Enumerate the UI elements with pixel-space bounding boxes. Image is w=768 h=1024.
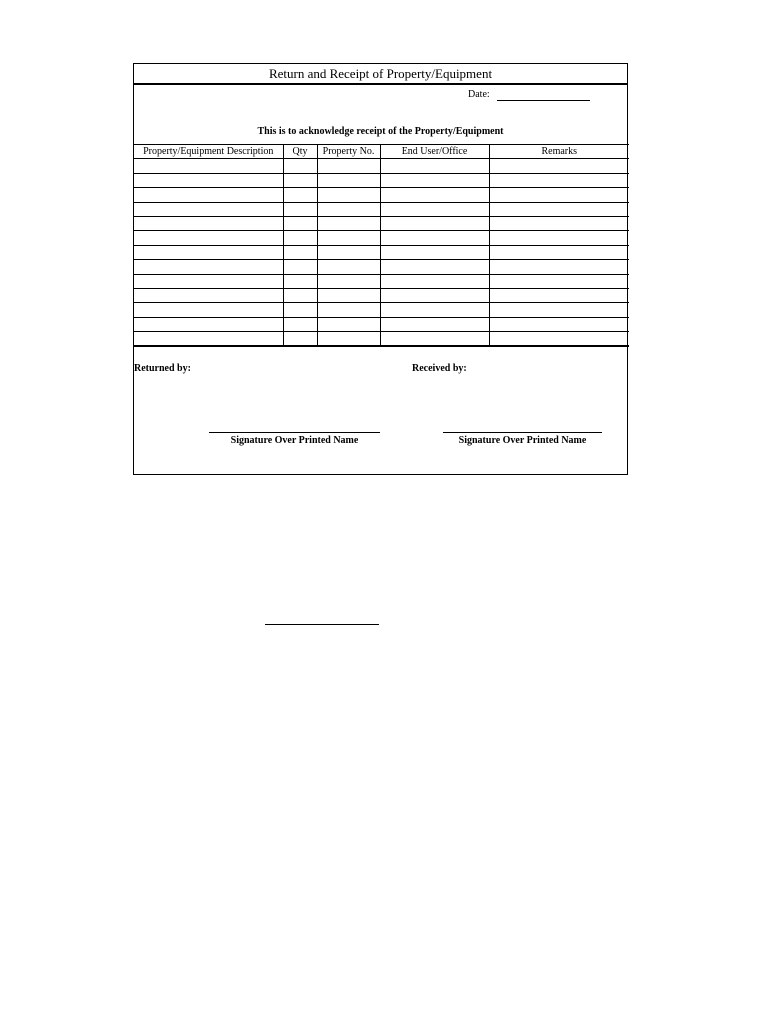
- cell-end-user-office[interactable]: [380, 260, 489, 274]
- property-receipt-form: [133, 63, 628, 475]
- table-row: [134, 288, 629, 302]
- table-row: [134, 260, 629, 274]
- cell-qty[interactable]: [283, 245, 317, 259]
- cell-qty[interactable]: [283, 274, 317, 288]
- cell-end-user-office[interactable]: [380, 317, 489, 331]
- cell-end-user-office[interactable]: [380, 274, 489, 288]
- cell-description[interactable]: [134, 245, 283, 259]
- received-by-signature-line[interactable]: [443, 432, 602, 433]
- cell-description[interactable]: [134, 188, 283, 202]
- cell-end-user-office[interactable]: [380, 202, 489, 216]
- column-header-property-no: Property No.: [317, 145, 380, 159]
- cell-description[interactable]: [134, 202, 283, 216]
- cell-property-no[interactable]: [317, 188, 380, 202]
- items-table-body: [134, 159, 629, 347]
- cell-qty[interactable]: [283, 188, 317, 202]
- cell-qty[interactable]: [283, 317, 317, 331]
- received-by-signature-caption: Signature Over Printed Name: [458, 435, 587, 446]
- table-row: [134, 274, 629, 288]
- returned-by-label: Returned by:: [134, 363, 191, 374]
- cell-property-no[interactable]: [317, 159, 380, 173]
- column-header-end-user-office: End User/Office: [380, 145, 489, 159]
- cell-remarks[interactable]: [489, 173, 629, 187]
- cell-qty[interactable]: [283, 288, 317, 302]
- cell-property-no[interactable]: [317, 332, 380, 347]
- table-row: [134, 173, 629, 187]
- table-row: [134, 216, 629, 230]
- cell-description[interactable]: [134, 332, 283, 347]
- table-row: [134, 159, 629, 173]
- cell-remarks[interactable]: [489, 317, 629, 331]
- cell-remarks[interactable]: [489, 332, 629, 347]
- cell-property-no[interactable]: [317, 288, 380, 302]
- cell-end-user-office[interactable]: [380, 288, 489, 302]
- cell-qty[interactable]: [283, 332, 317, 347]
- cell-end-user-office[interactable]: [380, 303, 489, 317]
- cell-description[interactable]: [134, 288, 283, 302]
- cell-qty[interactable]: [283, 159, 317, 173]
- cell-property-no[interactable]: [317, 216, 380, 230]
- column-header-qty: Qty: [283, 145, 317, 159]
- cell-description[interactable]: [134, 159, 283, 173]
- returned-by-signature-line[interactable]: [209, 432, 380, 433]
- form-title: Return and Receipt of Property/Equipment: [134, 64, 627, 85]
- cell-remarks[interactable]: [489, 159, 629, 173]
- cell-description[interactable]: [134, 231, 283, 245]
- table-row: [134, 245, 629, 259]
- table-row: [134, 231, 629, 245]
- cell-property-no[interactable]: [317, 274, 380, 288]
- cell-end-user-office[interactable]: [380, 245, 489, 259]
- cell-qty[interactable]: [283, 303, 317, 317]
- cell-remarks[interactable]: [489, 288, 629, 302]
- cell-end-user-office[interactable]: [380, 231, 489, 245]
- cell-remarks[interactable]: [489, 216, 629, 230]
- table-row: [134, 188, 629, 202]
- cell-property-no[interactable]: [317, 260, 380, 274]
- cell-qty[interactable]: [283, 173, 317, 187]
- received-by-label: Received by:: [412, 363, 467, 374]
- cell-qty[interactable]: [283, 216, 317, 230]
- blank-line: [265, 624, 379, 625]
- cell-remarks[interactable]: [489, 231, 629, 245]
- cell-description[interactable]: [134, 216, 283, 230]
- cell-end-user-office[interactable]: [380, 216, 489, 230]
- cell-description[interactable]: [134, 173, 283, 187]
- cell-remarks[interactable]: [489, 202, 629, 216]
- cell-description[interactable]: [134, 260, 283, 274]
- column-header-description: Property/Equipment Description: [134, 145, 283, 159]
- cell-remarks[interactable]: [489, 274, 629, 288]
- column-header-remarks: Remarks: [489, 145, 629, 159]
- cell-qty[interactable]: [283, 231, 317, 245]
- cell-description[interactable]: [134, 274, 283, 288]
- cell-property-no[interactable]: [317, 303, 380, 317]
- cell-end-user-office[interactable]: [380, 332, 489, 347]
- cell-remarks[interactable]: [489, 188, 629, 202]
- returned-by-signature-caption: Signature Over Printed Name: [230, 435, 359, 446]
- cell-description[interactable]: [134, 317, 283, 331]
- table-row: [134, 332, 629, 347]
- cell-end-user-office[interactable]: [380, 159, 489, 173]
- table-row: [134, 303, 629, 317]
- cell-property-no[interactable]: [317, 317, 380, 331]
- cell-property-no[interactable]: [317, 202, 380, 216]
- cell-remarks[interactable]: [489, 260, 629, 274]
- table-row: [134, 317, 629, 331]
- cell-qty[interactable]: [283, 260, 317, 274]
- cell-end-user-office[interactable]: [380, 173, 489, 187]
- items-table: [134, 144, 629, 347]
- cell-qty[interactable]: [283, 202, 317, 216]
- cell-remarks[interactable]: [489, 303, 629, 317]
- table-row: [134, 202, 629, 216]
- cell-property-no[interactable]: [317, 231, 380, 245]
- acknowledgement-text: This is to acknowledge receipt of the Property/Equipment: [257, 126, 504, 137]
- cell-description[interactable]: [134, 303, 283, 317]
- table-header-row: [134, 145, 629, 159]
- date-label: Date:: [468, 89, 490, 100]
- cell-property-no[interactable]: [317, 245, 380, 259]
- cell-property-no[interactable]: [317, 173, 380, 187]
- date-field-line[interactable]: [497, 100, 590, 101]
- cell-remarks[interactable]: [489, 245, 629, 259]
- cell-end-user-office[interactable]: [380, 188, 489, 202]
